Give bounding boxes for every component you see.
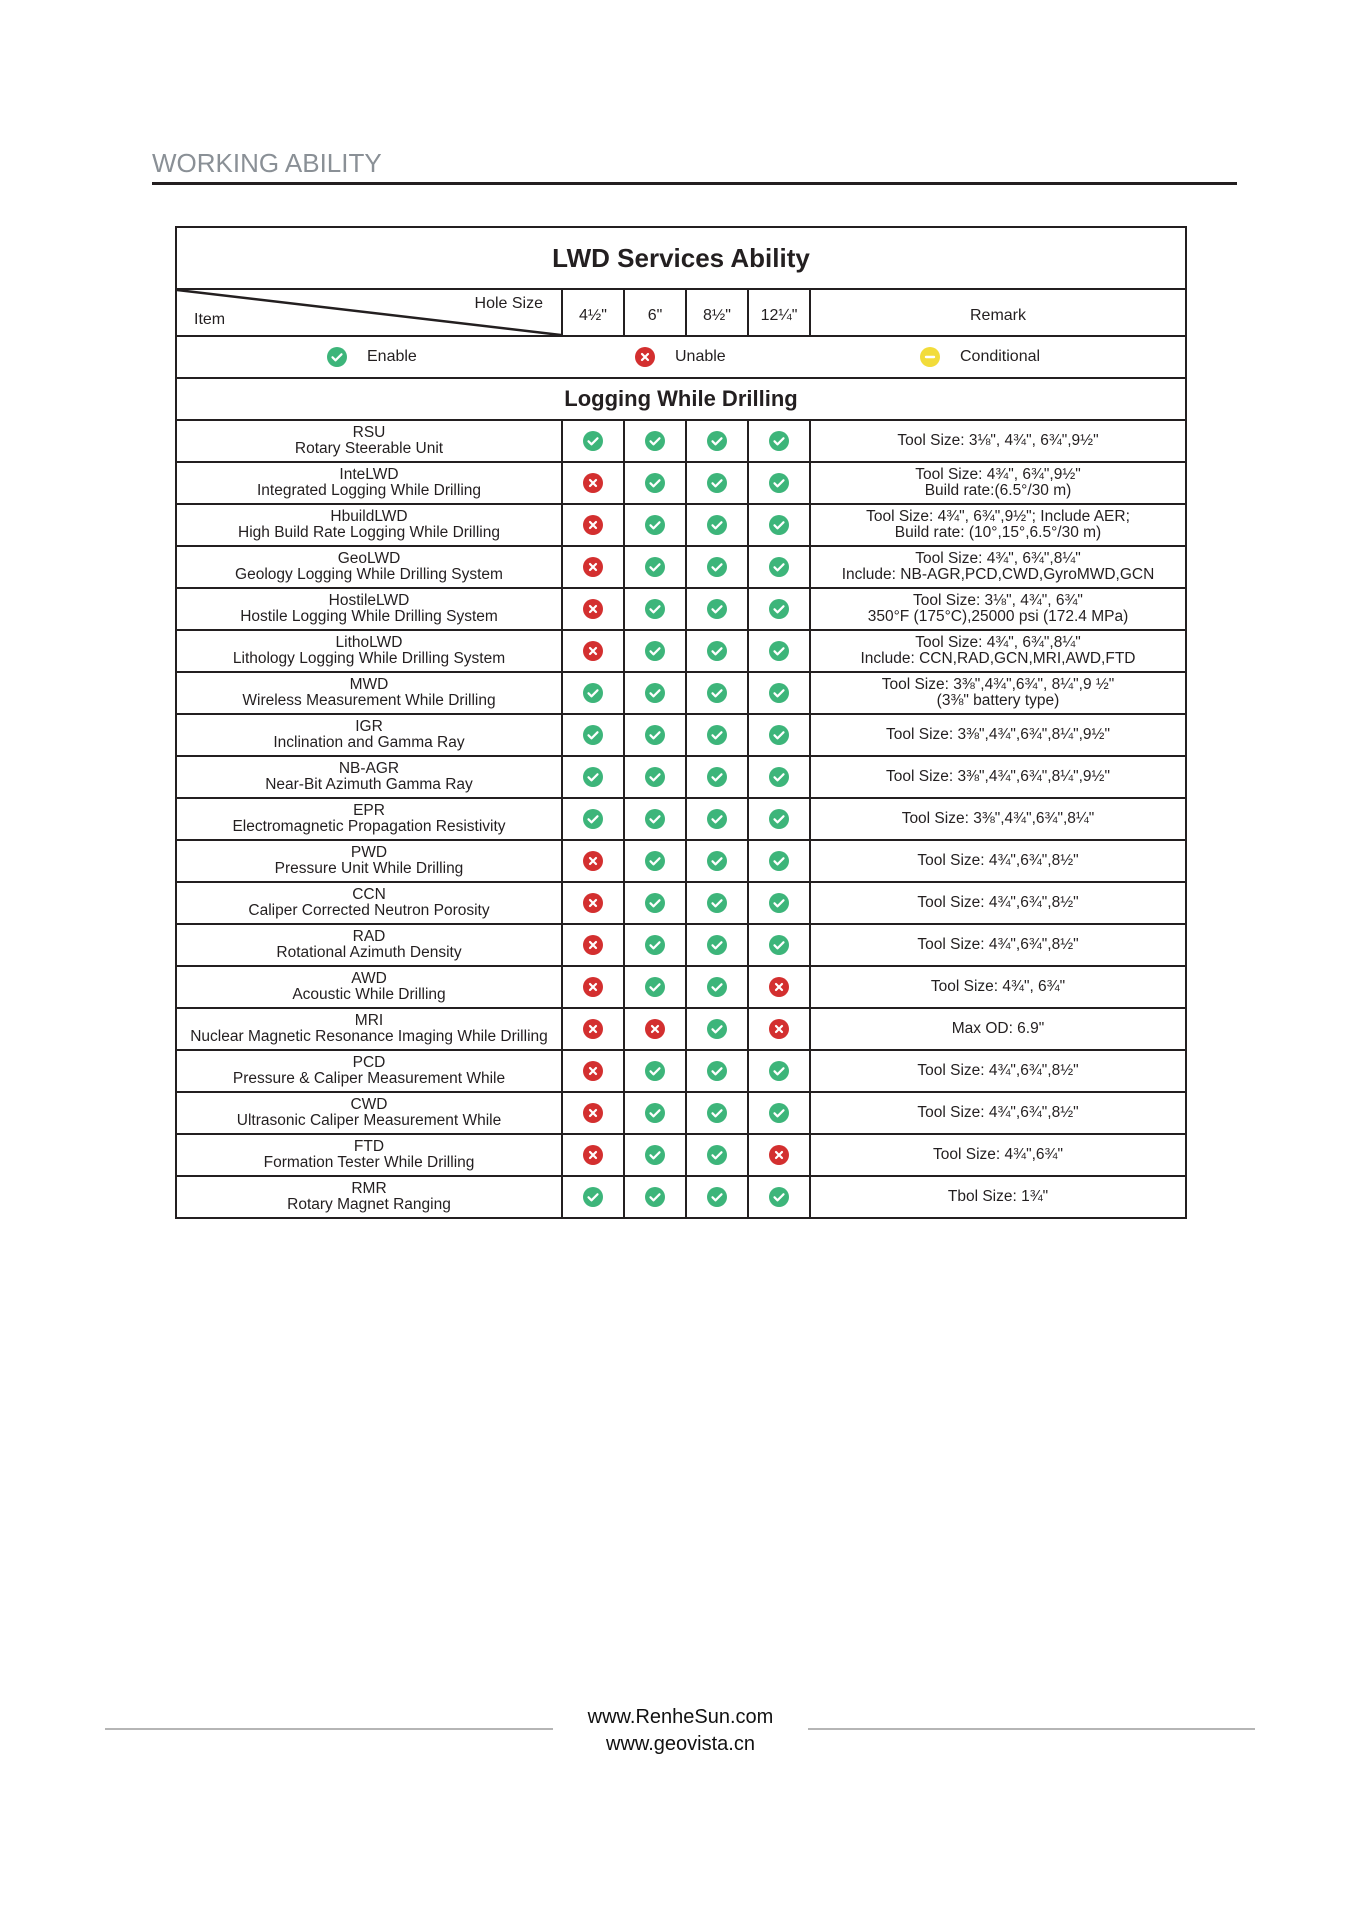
status-cell <box>562 672 624 714</box>
status-cell <box>748 1176 810 1218</box>
check-circle-icon <box>583 767 603 787</box>
check-circle-icon <box>769 515 789 535</box>
item-abbreviation: PCD <box>352 1054 386 1071</box>
check-circle-icon <box>707 725 727 745</box>
item-full-name: Rotary Steerable Unit <box>294 440 444 457</box>
item-cell <box>176 504 562 546</box>
check-circle-icon <box>769 683 789 703</box>
section-divider <box>152 182 1237 185</box>
check-circle-icon <box>769 725 789 745</box>
check-circle-icon <box>707 977 727 997</box>
status-cell <box>686 420 748 462</box>
status-cell <box>686 714 748 756</box>
status-cell <box>686 1050 748 1092</box>
remark-line: Tool Size: 4¾", 6¾",8¼" <box>915 634 1081 651</box>
remark-line: 350°F (175°C),25000 psi (172.4 MPa) <box>867 608 1129 625</box>
check-circle-icon <box>645 725 665 745</box>
status-cell <box>748 798 810 840</box>
footer-url-1: www.RenheSun.com <box>587 1706 774 1728</box>
status-cell <box>748 504 810 546</box>
status-cell <box>748 630 810 672</box>
status-cell <box>686 504 748 546</box>
item-cell <box>176 714 562 756</box>
status-cell <box>624 1176 686 1218</box>
status-cell <box>624 966 686 1008</box>
item-full-name: Caliper Corrected Neutron Porosity <box>248 902 490 919</box>
item-cell <box>176 546 562 588</box>
item-cell <box>176 462 562 504</box>
table-row <box>176 504 1186 546</box>
remark-line: Tbol Size: 1¾" <box>947 1188 1049 1205</box>
item-cell <box>176 1176 562 1218</box>
status-cell <box>748 1008 810 1050</box>
status-cell <box>748 672 810 714</box>
x-circle-icon <box>583 1145 603 1165</box>
remark-cell <box>810 1134 1186 1176</box>
item-cell <box>176 630 562 672</box>
check-circle-icon <box>583 809 603 829</box>
remark-cell <box>810 924 1186 966</box>
item-full-name: Geology Logging While Drilling System <box>235 566 503 583</box>
remark-cell <box>810 714 1186 756</box>
remark-cell <box>810 630 1186 672</box>
x-circle-icon <box>583 557 603 577</box>
status-cell <box>624 1050 686 1092</box>
status-cell <box>624 588 686 630</box>
item-abbreviation: MRI <box>354 1012 384 1029</box>
remark-line: Tool Size: 3⅜",4¾",6¾",8¼",9½" <box>886 726 1110 743</box>
x-circle-icon <box>769 1145 789 1165</box>
legend-row <box>176 336 1186 378</box>
table-row <box>176 1176 1186 1218</box>
legend-enable-label: Enable <box>367 348 417 365</box>
check-circle-icon <box>583 683 603 703</box>
check-circle-icon <box>645 557 665 577</box>
remark-cell <box>810 672 1186 714</box>
status-cell <box>562 462 624 504</box>
status-cell <box>748 462 810 504</box>
check-circle-icon <box>707 557 727 577</box>
status-cell <box>562 1092 624 1134</box>
x-circle-icon <box>583 473 603 493</box>
status-cell <box>686 630 748 672</box>
remark-cell <box>810 504 1186 546</box>
x-circle-icon <box>583 515 603 535</box>
item-abbreviation: MWD <box>349 676 389 693</box>
hole-size-header: Hole Size <box>474 295 543 312</box>
status-cell <box>624 1134 686 1176</box>
check-circle-icon <box>583 1187 603 1207</box>
minus-circle-icon <box>920 347 940 367</box>
x-circle-icon <box>769 1019 789 1039</box>
item-abbreviation: LithoLWD <box>335 634 403 651</box>
item-abbreviation: EPR <box>353 802 385 819</box>
check-circle-icon <box>769 599 789 619</box>
check-circle-icon <box>769 1187 789 1207</box>
status-cell <box>624 504 686 546</box>
status-cell <box>624 756 686 798</box>
check-circle-icon <box>645 935 665 955</box>
remark-line: Tool Size: 4¾", 6¾",9½" <box>915 466 1081 483</box>
item-cell <box>176 1134 562 1176</box>
item-abbreviation: RSU <box>352 424 386 441</box>
status-cell <box>562 798 624 840</box>
status-cell <box>562 756 624 798</box>
check-circle-icon <box>707 809 727 829</box>
status-cell <box>686 588 748 630</box>
item-full-name: Ultrasonic Caliper Measurement While <box>236 1112 502 1129</box>
status-cell <box>624 462 686 504</box>
diagonal-header-cell <box>176 289 562 336</box>
check-circle-icon <box>645 1145 665 1165</box>
legend-cell <box>176 336 1186 378</box>
table-row <box>176 462 1186 504</box>
remark-line: Tool Size: 3⅛", 4¾", 6¾",9½" <box>897 432 1099 449</box>
table-row <box>176 1008 1186 1050</box>
remark-line: Tool Size: 4¾",6¾",8½" <box>917 1062 1079 1079</box>
check-circle-icon <box>645 1103 665 1123</box>
table-row <box>176 756 1186 798</box>
remark-cell <box>810 798 1186 840</box>
status-cell <box>686 966 748 1008</box>
x-circle-icon <box>583 1103 603 1123</box>
item-abbreviation: HbuildLWD <box>330 508 408 525</box>
status-cell <box>624 546 686 588</box>
item-abbreviation: AWD <box>351 970 387 987</box>
item-full-name: Wireless Measurement While Drilling <box>242 692 496 709</box>
x-circle-icon <box>583 893 603 913</box>
status-cell <box>562 1134 624 1176</box>
remark-line: Include: NB-AGR,PCD,CWD,GyroMWD,GCN <box>841 566 1155 583</box>
x-circle-icon <box>583 641 603 661</box>
header-row <box>176 289 1186 336</box>
item-full-name: Near-Bit Azimuth Gamma Ray <box>265 776 473 793</box>
status-cell <box>686 924 748 966</box>
remark-line: Build rate:(6.5°/30 m) <box>924 482 1072 499</box>
x-circle-icon <box>583 851 603 871</box>
remark-cell <box>810 882 1186 924</box>
check-circle-icon <box>769 1103 789 1123</box>
check-circle-icon <box>645 431 665 451</box>
check-circle-icon <box>327 347 347 367</box>
check-circle-icon <box>769 431 789 451</box>
item-cell <box>176 1050 562 1092</box>
check-circle-icon <box>645 1061 665 1081</box>
status-cell <box>624 1092 686 1134</box>
item-full-name: Integrated Logging While Drilling <box>256 482 482 499</box>
status-cell <box>562 714 624 756</box>
item-abbreviation: NB-AGR <box>338 760 400 777</box>
item-abbreviation: RAD <box>352 928 386 945</box>
status-cell <box>748 924 810 966</box>
legend-unable-label: Unable <box>675 348 726 365</box>
check-circle-icon <box>645 767 665 787</box>
remark-line: Tool Size: 3⅛", 4¾", 6¾" <box>913 592 1083 609</box>
item-full-name: Hostile Logging While Drilling System <box>240 608 498 625</box>
remark-line: Tool Size: 3⅜",4¾",6¾",8¼",9½" <box>886 768 1110 785</box>
check-circle-icon <box>769 851 789 871</box>
check-circle-icon <box>645 641 665 661</box>
status-cell <box>624 420 686 462</box>
check-circle-icon <box>707 851 727 871</box>
item-cell <box>176 924 562 966</box>
table-row <box>176 714 1186 756</box>
remark-line: Tool Size: 4¾",6¾",8½" <box>917 1104 1079 1121</box>
status-cell <box>686 1176 748 1218</box>
item-full-name: Inclination and Gamma Ray <box>273 734 465 751</box>
table-row <box>176 840 1186 882</box>
item-abbreviation: GeoLWD <box>337 550 401 567</box>
status-cell <box>686 1008 748 1050</box>
item-cell <box>176 756 562 798</box>
item-full-name: Rotary Magnet Ranging <box>287 1196 451 1213</box>
check-circle-icon <box>645 809 665 829</box>
status-cell <box>686 672 748 714</box>
legend-enable <box>327 347 417 367</box>
item-abbreviation: PWD <box>350 844 388 861</box>
remark-line: Tool Size: 4¾", 6¾" <box>930 978 1066 995</box>
table-row <box>176 588 1186 630</box>
item-abbreviation: InteLWD <box>339 466 399 483</box>
check-circle-icon <box>645 851 665 871</box>
status-cell <box>686 1134 748 1176</box>
remark-line: Tool Size: 3⅜",4¾",6¾", 8¼",9 ½" <box>881 676 1115 693</box>
status-cell <box>624 1008 686 1050</box>
table-row <box>176 420 1186 462</box>
status-cell <box>624 798 686 840</box>
item-abbreviation: CCN <box>352 886 386 903</box>
status-cell <box>624 840 686 882</box>
table-title: LWD Services Ability <box>176 227 1186 289</box>
check-circle-icon <box>707 1103 727 1123</box>
status-cell <box>686 462 748 504</box>
status-cell <box>624 924 686 966</box>
check-circle-icon <box>707 431 727 451</box>
check-circle-icon <box>707 1061 727 1081</box>
x-circle-icon <box>583 977 603 997</box>
check-circle-icon <box>645 977 665 997</box>
size-header: 12¼" <box>748 289 810 336</box>
status-cell <box>748 1092 810 1134</box>
check-circle-icon <box>645 473 665 493</box>
status-cell <box>748 714 810 756</box>
status-cell <box>686 546 748 588</box>
status-cell <box>562 840 624 882</box>
check-circle-icon <box>645 683 665 703</box>
table-row <box>176 546 1186 588</box>
status-cell <box>748 1134 810 1176</box>
remark-cell <box>810 966 1186 1008</box>
status-cell <box>748 756 810 798</box>
item-cell <box>176 882 562 924</box>
item-full-name: Pressure Unit While Drilling <box>274 860 464 877</box>
check-circle-icon <box>583 725 603 745</box>
item-full-name: Electromagnetic Propagation Resistivity <box>232 818 506 835</box>
remark-cell <box>810 840 1186 882</box>
status-cell <box>686 798 748 840</box>
size-header: 8½" <box>686 289 748 336</box>
status-cell <box>748 966 810 1008</box>
remark-line: Tool Size: 3⅜",4¾",6¾",8¼" <box>901 810 1095 827</box>
item-full-name: Pressure & Caliper Measurement While <box>232 1070 506 1087</box>
status-cell <box>748 840 810 882</box>
status-cell <box>562 966 624 1008</box>
status-cell <box>748 546 810 588</box>
section-label: Logging While Drilling <box>176 378 1186 420</box>
status-cell <box>562 630 624 672</box>
status-cell <box>562 1050 624 1092</box>
table-row <box>176 924 1186 966</box>
status-cell <box>562 924 624 966</box>
status-cell <box>562 588 624 630</box>
x-circle-icon <box>583 1019 603 1039</box>
check-circle-icon <box>707 641 727 661</box>
item-abbreviation: IGR <box>355 718 383 735</box>
status-cell <box>562 1008 624 1050</box>
remark-line: Max OD: 6.9" <box>951 1020 1045 1037</box>
item-full-name: Acoustic While Drilling <box>292 986 446 1003</box>
item-header: Item <box>194 311 226 328</box>
check-circle-icon <box>769 809 789 829</box>
item-full-name: Rotational Azimuth Density <box>276 944 462 961</box>
status-cell <box>562 1176 624 1218</box>
check-circle-icon <box>769 935 789 955</box>
item-abbreviation: CWD <box>350 1096 388 1113</box>
lwd-services-table <box>175 226 1187 1219</box>
remark-cell <box>810 588 1186 630</box>
status-cell <box>562 546 624 588</box>
legend-unable <box>635 347 726 367</box>
table-row <box>176 882 1186 924</box>
status-cell <box>748 420 810 462</box>
remark-line: Tool Size: 4¾",6¾",8½" <box>917 852 1079 869</box>
remark-cell <box>810 462 1186 504</box>
table-row <box>176 630 1186 672</box>
x-circle-icon <box>583 1061 603 1081</box>
status-cell <box>624 714 686 756</box>
remark-cell <box>810 546 1186 588</box>
remark-line: Tool Size: 4¾",6¾" <box>933 1146 1063 1163</box>
size-header: 6" <box>624 289 686 336</box>
check-circle-icon <box>707 1187 727 1207</box>
x-circle-icon <box>583 935 603 955</box>
item-cell <box>176 798 562 840</box>
remark-line: Tool Size: 4¾", 6¾",8¼" <box>915 550 1081 567</box>
table-row <box>176 1134 1186 1176</box>
remark-line: Build rate: (10°,15°,6.5°/30 m) <box>894 524 1102 541</box>
check-circle-icon <box>707 473 727 493</box>
remark-line: Tool Size: 4¾",6¾",8½" <box>917 936 1079 953</box>
check-circle-icon <box>769 473 789 493</box>
item-cell <box>176 588 562 630</box>
check-circle-icon <box>769 641 789 661</box>
check-circle-icon <box>769 893 789 913</box>
check-circle-icon <box>707 893 727 913</box>
status-cell <box>686 840 748 882</box>
check-circle-icon <box>645 1187 665 1207</box>
item-abbreviation: HostileLWD <box>328 592 410 609</box>
remark-cell <box>810 1092 1186 1134</box>
table-row <box>176 1050 1186 1092</box>
table-row <box>176 672 1186 714</box>
remark-line: Include: CCN,RAD,GCN,MRI,AWD,FTD <box>860 650 1136 667</box>
status-cell <box>562 882 624 924</box>
item-cell <box>176 1092 562 1134</box>
remark-line: Tool Size: 4¾", 6¾",9½"; Include AER; <box>866 508 1130 525</box>
item-cell <box>176 840 562 882</box>
table-row <box>176 966 1186 1008</box>
x-circle-icon <box>583 599 603 619</box>
item-full-name: Lithology Logging While Drilling System <box>232 650 506 667</box>
remark-line: (3⅜" battery type) <box>936 692 1060 709</box>
item-cell <box>176 966 562 1008</box>
status-cell <box>748 882 810 924</box>
section-title: WORKING ABILITY <box>152 148 382 178</box>
status-cell <box>686 882 748 924</box>
status-cell <box>686 1092 748 1134</box>
remark-cell <box>810 1008 1186 1050</box>
x-circle-icon <box>645 1019 665 1039</box>
check-circle-icon <box>707 1145 727 1165</box>
item-abbreviation: RMR <box>351 1180 387 1197</box>
check-circle-icon <box>645 599 665 619</box>
x-circle-icon <box>635 347 655 367</box>
check-circle-icon <box>707 599 727 619</box>
item-cell <box>176 1008 562 1050</box>
remark-cell <box>810 756 1186 798</box>
footer-url-2: www.geovista.cn <box>606 1733 755 1755</box>
status-cell <box>624 882 686 924</box>
status-cell <box>686 756 748 798</box>
status-cell <box>624 672 686 714</box>
remark-header: Remark <box>810 289 1186 336</box>
remark-cell <box>810 1176 1186 1218</box>
status-cell <box>562 420 624 462</box>
status-cell <box>748 1050 810 1092</box>
legend-conditional-label: Conditional <box>960 348 1041 365</box>
status-cell <box>562 504 624 546</box>
check-circle-icon <box>769 557 789 577</box>
item-cell <box>176 672 562 714</box>
check-circle-icon <box>707 515 727 535</box>
remark-cell <box>810 420 1186 462</box>
item-full-name: Nuclear Magnetic Resonance Imaging While Drilling <box>190 1028 548 1045</box>
remark-line: Tool Size: 4¾",6¾",8½" <box>917 894 1079 911</box>
check-circle-icon <box>707 935 727 955</box>
table-row <box>176 1092 1186 1134</box>
check-circle-icon <box>707 1019 727 1039</box>
x-circle-icon <box>769 977 789 997</box>
check-circle-icon <box>583 431 603 451</box>
item-full-name: High Build Rate Logging While Drilling <box>238 524 500 541</box>
status-cell <box>624 630 686 672</box>
status-cell <box>748 588 810 630</box>
check-circle-icon <box>707 767 727 787</box>
check-circle-icon <box>769 767 789 787</box>
size-header: 4½" <box>562 289 624 336</box>
check-circle-icon <box>645 893 665 913</box>
item-cell <box>176 420 562 462</box>
remark-cell <box>810 1050 1186 1092</box>
check-circle-icon <box>645 515 665 535</box>
table-row <box>176 798 1186 840</box>
legend-conditional <box>920 347 1040 367</box>
check-circle-icon <box>707 683 727 703</box>
item-abbreviation: FTD <box>353 1138 385 1155</box>
item-full-name: Formation Tester While Drilling <box>263 1154 475 1171</box>
check-circle-icon <box>769 1061 789 1081</box>
